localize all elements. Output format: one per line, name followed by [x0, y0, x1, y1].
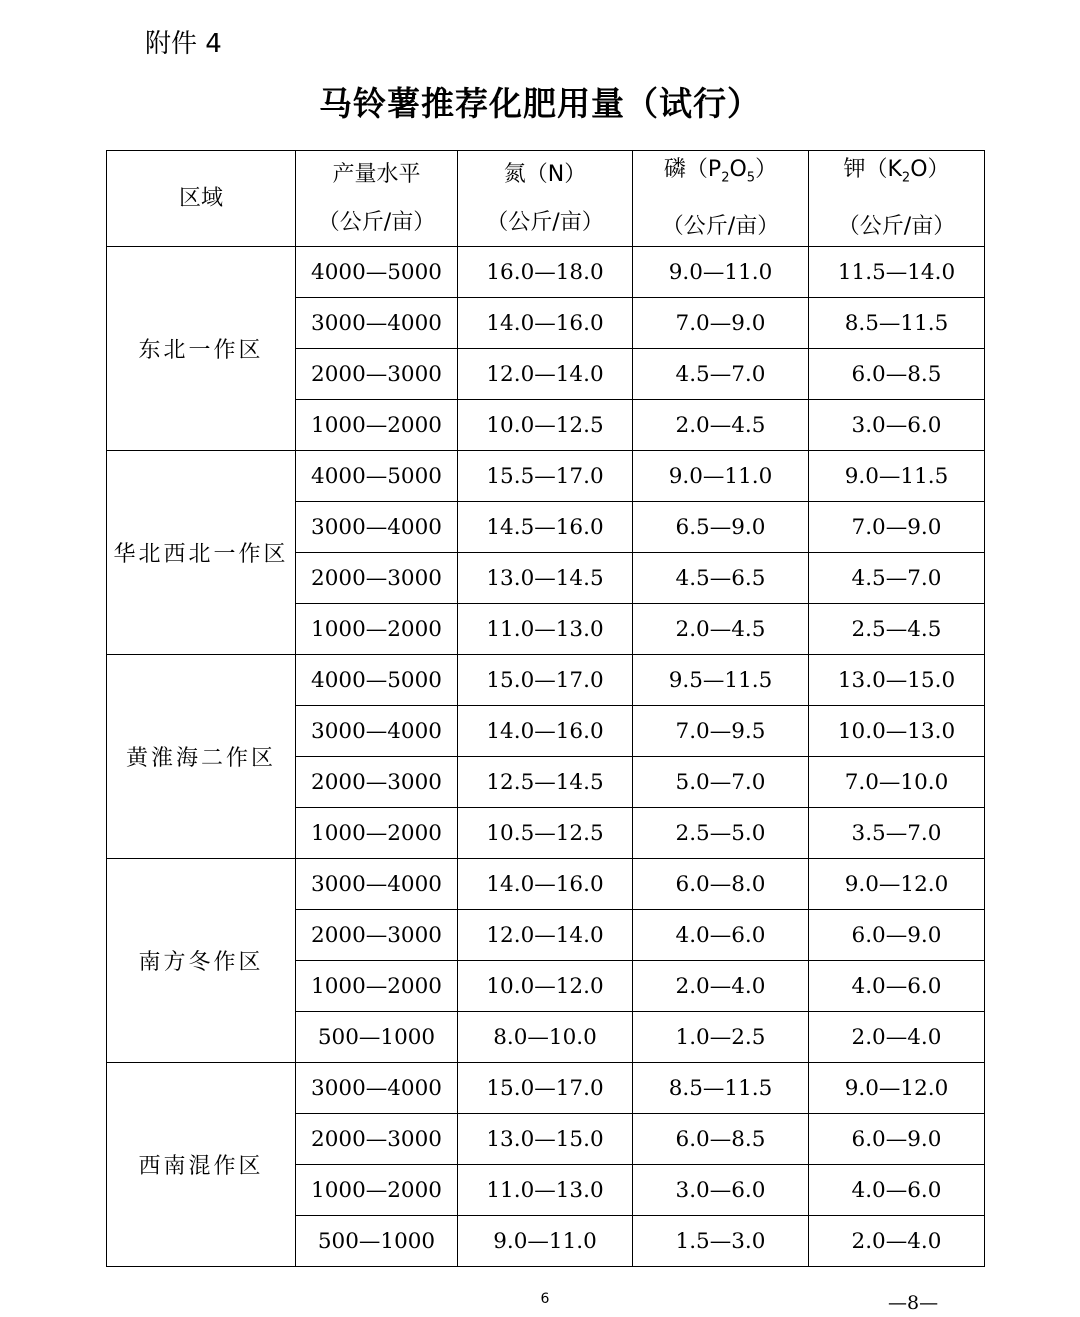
potassium-cell: 8.5—11.5 [809, 298, 985, 349]
potassium-cell: 7.0—10.0 [809, 757, 985, 808]
potassium-cell: 4.0—6.0 [809, 1165, 985, 1216]
potassium-cell: 6.0—9.0 [809, 1114, 985, 1165]
header-region: 区域 [107, 151, 296, 247]
yield-cell: 500—1000 [296, 1012, 458, 1063]
yield-cell: 2000—3000 [296, 1114, 458, 1165]
phosphorus-cell: 3.0—6.0 [633, 1165, 809, 1216]
nitrogen-cell: 10.0—12.0 [458, 961, 633, 1012]
phosphorus-cell: 9.0—11.0 [633, 247, 809, 298]
yield-cell: 4000—5000 [296, 451, 458, 502]
header-yield-unit: （公斤/亩） [317, 209, 436, 235]
nitrogen-cell: 9.0—11.0 [458, 1216, 633, 1267]
yield-cell: 3000—4000 [296, 298, 458, 349]
phosphorus-cell: 1.5—3.0 [633, 1216, 809, 1267]
potassium-cell: 10.0—13.0 [809, 706, 985, 757]
phosphorus-cell: 8.5—11.5 [633, 1063, 809, 1114]
header-yield-title: 产量水平 [332, 161, 421, 187]
phosphorus-cell: 2.0—4.5 [633, 400, 809, 451]
potassium-cell: 2.0—4.0 [809, 1216, 985, 1267]
yield-cell: 1000—2000 [296, 604, 458, 655]
page-number: 6 [540, 1291, 550, 1307]
potassium-cell: 2.0—4.0 [809, 1012, 985, 1063]
phosphorus-cell: 4.5—7.0 [633, 349, 809, 400]
yield-cell: 3000—4000 [296, 859, 458, 910]
nitrogen-cell: 12.0—14.0 [458, 910, 633, 961]
table-row [107, 859, 985, 910]
nitrogen-cell: 12.5—14.5 [458, 757, 633, 808]
yield-cell: 1000—2000 [296, 1165, 458, 1216]
yield-cell: 2000—3000 [296, 757, 458, 808]
potassium-cell: 9.0—12.0 [809, 859, 985, 910]
region-cell: 西南混作区 [107, 1063, 296, 1267]
nitrogen-cell: 15.0—17.0 [458, 1063, 633, 1114]
potassium-cell: 6.0—9.0 [809, 910, 985, 961]
yield-cell: 3000—4000 [296, 706, 458, 757]
yield-cell: 1000—2000 [296, 400, 458, 451]
yield-cell: 1000—2000 [296, 961, 458, 1012]
phosphorus-cell: 2.0—4.0 [633, 961, 809, 1012]
table-body [107, 247, 985, 1267]
phosphorus-cell: 6.0—8.5 [633, 1114, 809, 1165]
potassium-cell: 11.5—14.0 [809, 247, 985, 298]
yield-cell: 2000—3000 [296, 349, 458, 400]
attachment-label: 附件 4 [145, 29, 222, 59]
header-nitrogen-title: 氮（N） [503, 161, 587, 187]
phosphorus-cell: 4.0—6.0 [633, 910, 809, 961]
nitrogen-cell: 14.0—16.0 [458, 859, 633, 910]
potassium-cell: 3.5—7.0 [809, 808, 985, 859]
potassium-cell: 3.0—6.0 [809, 400, 985, 451]
table-row [107, 247, 985, 298]
region-cell: 东北一作区 [107, 247, 296, 451]
yield-cell: 1000—2000 [296, 808, 458, 859]
region-cell: 黄淮海二作区 [107, 655, 296, 859]
phosphorus-cell: 9.0—11.0 [633, 451, 809, 502]
table-row [107, 655, 985, 706]
header-phosphorus-title: 磷$(P_2O_5)$ [663, 157, 778, 186]
yield-cell: 2000—3000 [296, 910, 458, 961]
fertilizer-table [106, 150, 985, 1267]
nitrogen-cell: 11.0—13.0 [458, 604, 633, 655]
phosphorus-cell: 2.5—5.0 [633, 808, 809, 859]
yield-cell: 4000—5000 [296, 655, 458, 706]
phosphorus-cell: 4.5—6.5 [633, 553, 809, 604]
table-row [107, 451, 985, 502]
potassium-cell: 13.0—15.0 [809, 655, 985, 706]
document-title: 马铃薯推荐化肥用量（试行） [319, 84, 761, 123]
header-nitrogen [458, 151, 633, 247]
yield-cell: 3000—4000 [296, 1063, 458, 1114]
potassium-cell: 6.0—8.5 [809, 349, 985, 400]
potassium-cell: 4.0—6.0 [809, 961, 985, 1012]
header-yield [296, 151, 458, 247]
phosphorus-cell: 7.0—9.0 [633, 298, 809, 349]
phosphorus-cell: 6.5—9.0 [633, 502, 809, 553]
nitrogen-cell: 14.0—16.0 [458, 706, 633, 757]
potassium-cell: 2.5—4.5 [809, 604, 985, 655]
potassium-cell: 7.0—9.0 [809, 502, 985, 553]
nitrogen-cell: 16.0—18.0 [458, 247, 633, 298]
nitrogen-cell: 13.0—15.0 [458, 1114, 633, 1165]
header-phosphorus-unit: （公斤/亩） [661, 213, 780, 239]
nitrogen-cell: 15.5—17.0 [458, 451, 633, 502]
phosphorus-cell: 9.5—11.5 [633, 655, 809, 706]
yield-cell: 500—1000 [296, 1216, 458, 1267]
phosphorus-cell: 6.0—8.0 [633, 859, 809, 910]
header-potassium-unit: （公斤/亩） [837, 213, 956, 239]
phosphorus-cell: 2.0—4.5 [633, 604, 809, 655]
yield-cell: 3000—4000 [296, 502, 458, 553]
table-header-row [107, 151, 985, 247]
nitrogen-cell: 10.0—12.5 [458, 400, 633, 451]
region-cell: 南方冬作区 [107, 859, 296, 1063]
nitrogen-cell: 8.0—10.0 [458, 1012, 633, 1063]
nitrogen-cell: 10.5—12.5 [458, 808, 633, 859]
nitrogen-cell: 13.0—14.5 [458, 553, 633, 604]
nitrogen-cell: 11.0—13.0 [458, 1165, 633, 1216]
potassium-cell: 9.0—11.5 [809, 451, 985, 502]
nitrogen-cell: 14.5—16.0 [458, 502, 633, 553]
phosphorus-cell: 7.0—9.5 [633, 706, 809, 757]
nitrogen-cell: 15.0—17.0 [458, 655, 633, 706]
header-potassium-title: 钾$(K_2O)$ [843, 157, 950, 186]
table-row [107, 1063, 985, 1114]
nitrogen-cell: 12.0—14.0 [458, 349, 633, 400]
potassium-cell: 9.0—12.0 [809, 1063, 985, 1114]
header-nitrogen-unit: （公斤/亩） [486, 209, 604, 235]
nitrogen-cell: 14.0—16.0 [458, 298, 633, 349]
page-number-footer: —8— [888, 1292, 939, 1314]
region-cell: 华北西北一作区 [107, 451, 296, 655]
header-potassium [809, 151, 985, 247]
yield-cell: 2000—3000 [296, 553, 458, 604]
header-phosphorus [633, 151, 809, 247]
phosphorus-cell: 5.0—7.0 [633, 757, 809, 808]
potassium-cell: 4.5—7.0 [809, 553, 985, 604]
phosphorus-cell: 1.0—2.5 [633, 1012, 809, 1063]
yield-cell: 4000—5000 [296, 247, 458, 298]
